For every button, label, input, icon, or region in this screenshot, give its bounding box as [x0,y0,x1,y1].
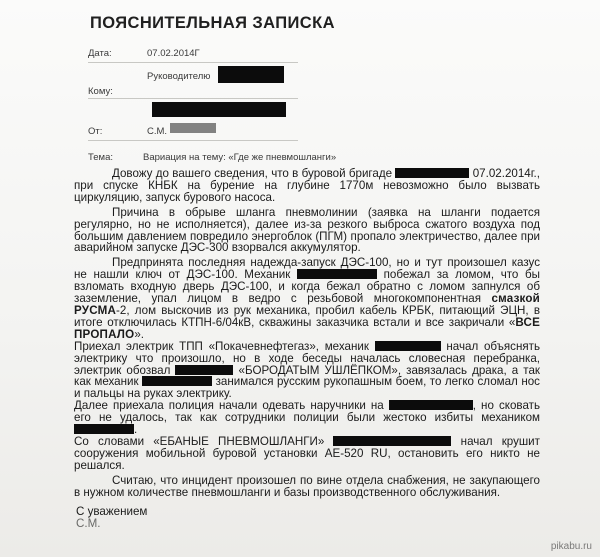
p4-text-d: занимался русским рукопашным боем, то легко сломал нос и пальцы на руках электрику. [74,375,540,401]
mechanic-redaction-6 [74,424,134,434]
paragraph-3 [74,257,540,340]
p6-text-a: Со словами «ЕБАНЫЕ ПНЕВМОШЛАНГИ» [74,434,325,448]
signature-block [76,506,147,530]
mechanic-redaction-5 [389,400,473,410]
subject-label: Тема: [88,152,114,163]
memo-body [74,168,540,501]
signature-name: С.М. [76,517,101,530]
from-value: С.М. [147,126,168,137]
mechanic-redaction-3 [175,365,233,375]
paragraph-5 [74,400,540,436]
recipient-org-redaction [152,102,286,117]
p4-text-b: начал объяснять электрику что произошло, но в ходе беседы началась словесная перебранка, электрик обозвал [74,339,540,377]
site-watermark: pikabu.ru [550,541,592,552]
date-label: Дата: [88,48,112,59]
p4-text-a: Приехал электрик ТПП «Покачевнефтегаз», механик [74,339,369,353]
signature-closing: С уважением [76,505,148,518]
p3-text-d: ». [134,327,145,341]
p3-text-b: побежал за ломом, что бы взломать входную дверь ДЭС-100, и когда бежал обратно с ломом запнулся об заземление, упал лицом в ведро с резьбовой многокомпонентная [74,268,540,306]
paragraph-1 [74,168,540,204]
page-title: ПОЯСНИТЕЛЬНАЯ ЗАПИСКА [90,14,335,32]
to-underline [88,98,298,99]
date-value: 07.02.2014Г [147,48,200,59]
paragraph-7: Считаю, что инцидент произошел по вине отдела снабжения, не закупающего в нужном количестве пневмошланги и базы производственного обслуживания. [74,473,540,499]
from-redaction [170,123,216,133]
paragraph-4 [74,341,540,401]
to-label: Кому: [88,86,113,97]
p6-text-b: начал крушит сооружения мобильной буровой установки АЕ-520 RU, остановить его никто не решался. [74,434,540,472]
p4-text-c: «БОРОДАТЫМ УШЛЁПКОМ», завязалась драка, а так как механик [74,363,540,389]
p5-text-c: . [134,423,138,437]
mechanic-redaction-1 [297,269,377,279]
p3-bold-lubricant: смазкой РУСМА [74,292,540,317]
mechanic-redaction-2 [375,341,441,351]
p3-bold-all-lost: ВСЕ ПРОПАЛО [74,315,540,341]
brigade-redaction [395,168,469,178]
mechanic-redaction-7 [333,436,451,446]
recipient-redaction [218,66,284,83]
p5-text-a: Далее приехала полиция начали одевать наручники на [74,399,384,413]
p1-text-b: 07.02.2014г., при спуске КНБК на бурение на глубине 1770м невозможно было вызвать циркуляцию, запуск бурового насоса. [74,167,540,204]
from-label: От: [88,126,103,137]
p1-text-a: Довожу до вашего сведения, что в буровой бригаде [112,167,393,180]
p5-text-b: , но сковать его не удалось, так как сотрудники полиции были жестоко избиты механиком [74,399,540,425]
paragraph-6 [74,436,540,472]
p3-text-c: -2, лом выскочив из рук механика, пробил кабель КРБК, питающий ЭЦН, в итоге отключилась КТПН-6/04кВ, скважины заказчика встали и все закричали « [74,303,540,329]
paragraph-2: Причина в обрыве шланга пневмолинии (заявка на шланги подается регулярно, но не исполняется), далее из-за резкого выброса сжатого воздуха под большим давлением повредило энергоблок (ПГМ) пропало электричество, далее при аварийном запуске ДЭС-300 взорвался аккумулятор. [74,205,540,255]
recipient-title: Руководителю [147,71,211,82]
mechanic-redaction-4 [142,376,212,386]
from-underline [88,140,298,141]
subject-value: Вариация на тему: «Где же пневмошланги» [143,152,337,163]
p3-text-a: Предпринята последняя надежда-запуск ДЭС-100, но и тут произошел казус не нашли ключ от ДЭС-100. Механик [74,256,540,282]
date-underline [88,62,298,63]
